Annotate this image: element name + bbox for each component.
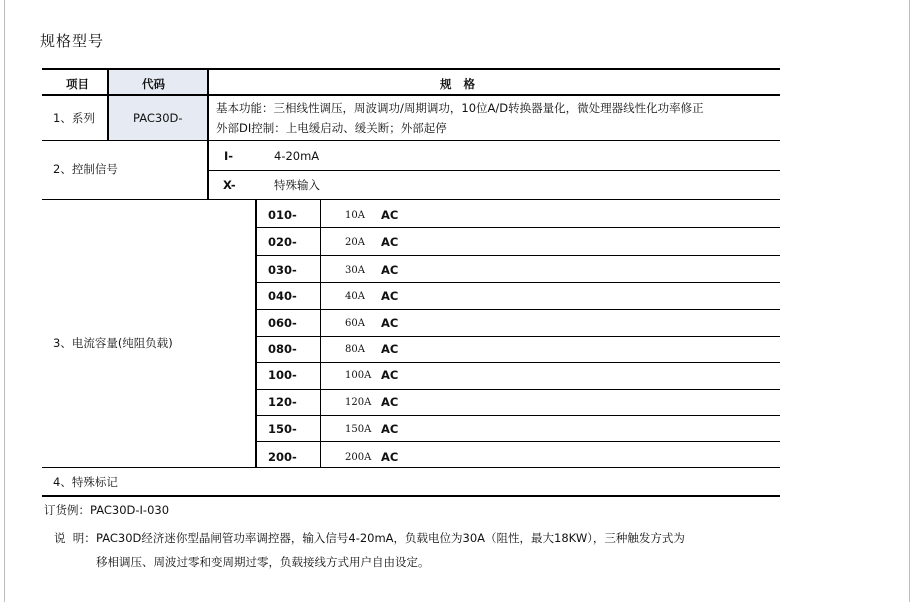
row2-label: 2、控制信号 <box>53 162 118 176</box>
current-divider-9 <box>256 441 780 442</box>
current-amp-030: 30A <box>345 265 365 276</box>
current-amp-040: 40A <box>345 291 365 302</box>
row2-inner-divider <box>207 170 780 171</box>
header-code: 代码 <box>142 77 165 91</box>
current-amp-150: 150A <box>345 424 372 435</box>
row1-spec-line1: 基本功能：三相线性调压，周波调功/周期调功，10位A/D转换器量化，微处理器线性化功率修正 <box>216 101 704 115</box>
row2-divider <box>42 199 780 200</box>
current-amp-200: 200A <box>345 452 372 463</box>
current-type-060: AC <box>381 316 399 330</box>
current-code-020: 020- <box>268 235 297 249</box>
order-example: 订货例：PAC30D-I-030 <box>44 503 170 517</box>
current-divider-5 <box>256 336 780 337</box>
current-divider-3 <box>256 282 780 283</box>
row2-desc-x: 特殊输入 <box>274 178 320 192</box>
current-type-020: AC <box>381 235 399 249</box>
row1-label: 1、系列 <box>53 111 95 125</box>
page-border-left <box>4 0 5 602</box>
row1-divider <box>42 140 780 141</box>
row3-label: 3、电流容量(纯阻负载) <box>53 336 173 350</box>
current-type-200: AC <box>381 450 399 464</box>
table-bottom-border <box>42 495 780 497</box>
current-amp-020: 20A <box>345 237 365 248</box>
current-code-200: 200- <box>268 450 297 464</box>
current-type-040: AC <box>381 289 399 303</box>
current-code-100: 100- <box>268 368 297 382</box>
current-type-030: AC <box>381 263 399 277</box>
row2-code-i: I- <box>224 149 234 163</box>
table-top-border <box>42 68 780 70</box>
current-code-120: 120- <box>268 395 297 409</box>
page-border-right <box>909 0 910 602</box>
row1-spec-line2: 外部DI控制：上电缓启动、缓关断；外部起停 <box>216 121 447 135</box>
row3-divider <box>42 467 780 468</box>
current-divider-2 <box>256 255 780 256</box>
note-line1: PAC30D经济迷你型晶闸管功率调控器，输入信号4-20mA，负载电位为30A（阻性，最大18KW），三种触发方式为 <box>96 531 685 545</box>
current-code-150: 150- <box>268 422 297 436</box>
current-divider-6 <box>256 362 780 363</box>
current-amp-010: 10A <box>345 210 365 221</box>
current-code-030: 030- <box>268 263 297 277</box>
current-type-010: AC <box>381 208 399 222</box>
current-type-080: AC <box>381 342 399 356</box>
current-divider-1 <box>256 227 780 228</box>
current-amp-060: 60A <box>345 318 365 329</box>
current-amp-120: 120A <box>345 397 372 408</box>
current-type-150: AC <box>381 422 399 436</box>
row2-code-x: X- <box>223 178 236 192</box>
header-divider <box>42 94 780 96</box>
current-divider-4 <box>256 309 780 310</box>
header-spec: 规 格 <box>440 77 476 91</box>
note-line2: 移相调压、周波过零和变周期过零，负载接线方式用户自由设定。 <box>96 555 430 569</box>
col-divider-current-left <box>255 200 257 467</box>
row4-label: 4、特殊标记 <box>53 475 118 489</box>
current-amp-080: 80A <box>345 344 365 355</box>
current-type-120: AC <box>381 395 399 409</box>
current-code-080: 080- <box>268 342 297 356</box>
current-amp-100: 100A <box>345 370 372 381</box>
row1-code: PAC30D- <box>133 111 183 125</box>
col-divider-code-right <box>207 68 209 200</box>
current-code-060: 060- <box>268 316 297 330</box>
col-divider-code-left <box>107 68 109 140</box>
current-divider-8 <box>256 415 780 416</box>
row2-desc-i: 4-20mA <box>274 149 320 163</box>
current-code-040: 040- <box>268 289 297 303</box>
col-divider-current-right <box>320 200 321 467</box>
header-item: 项目 <box>66 77 89 91</box>
current-type-100: AC <box>381 368 399 382</box>
current-divider-7 <box>256 389 780 390</box>
note-label: 说 明： <box>54 531 96 545</box>
current-code-010: 010- <box>268 208 297 222</box>
page-title: 规格型号 <box>40 32 105 50</box>
